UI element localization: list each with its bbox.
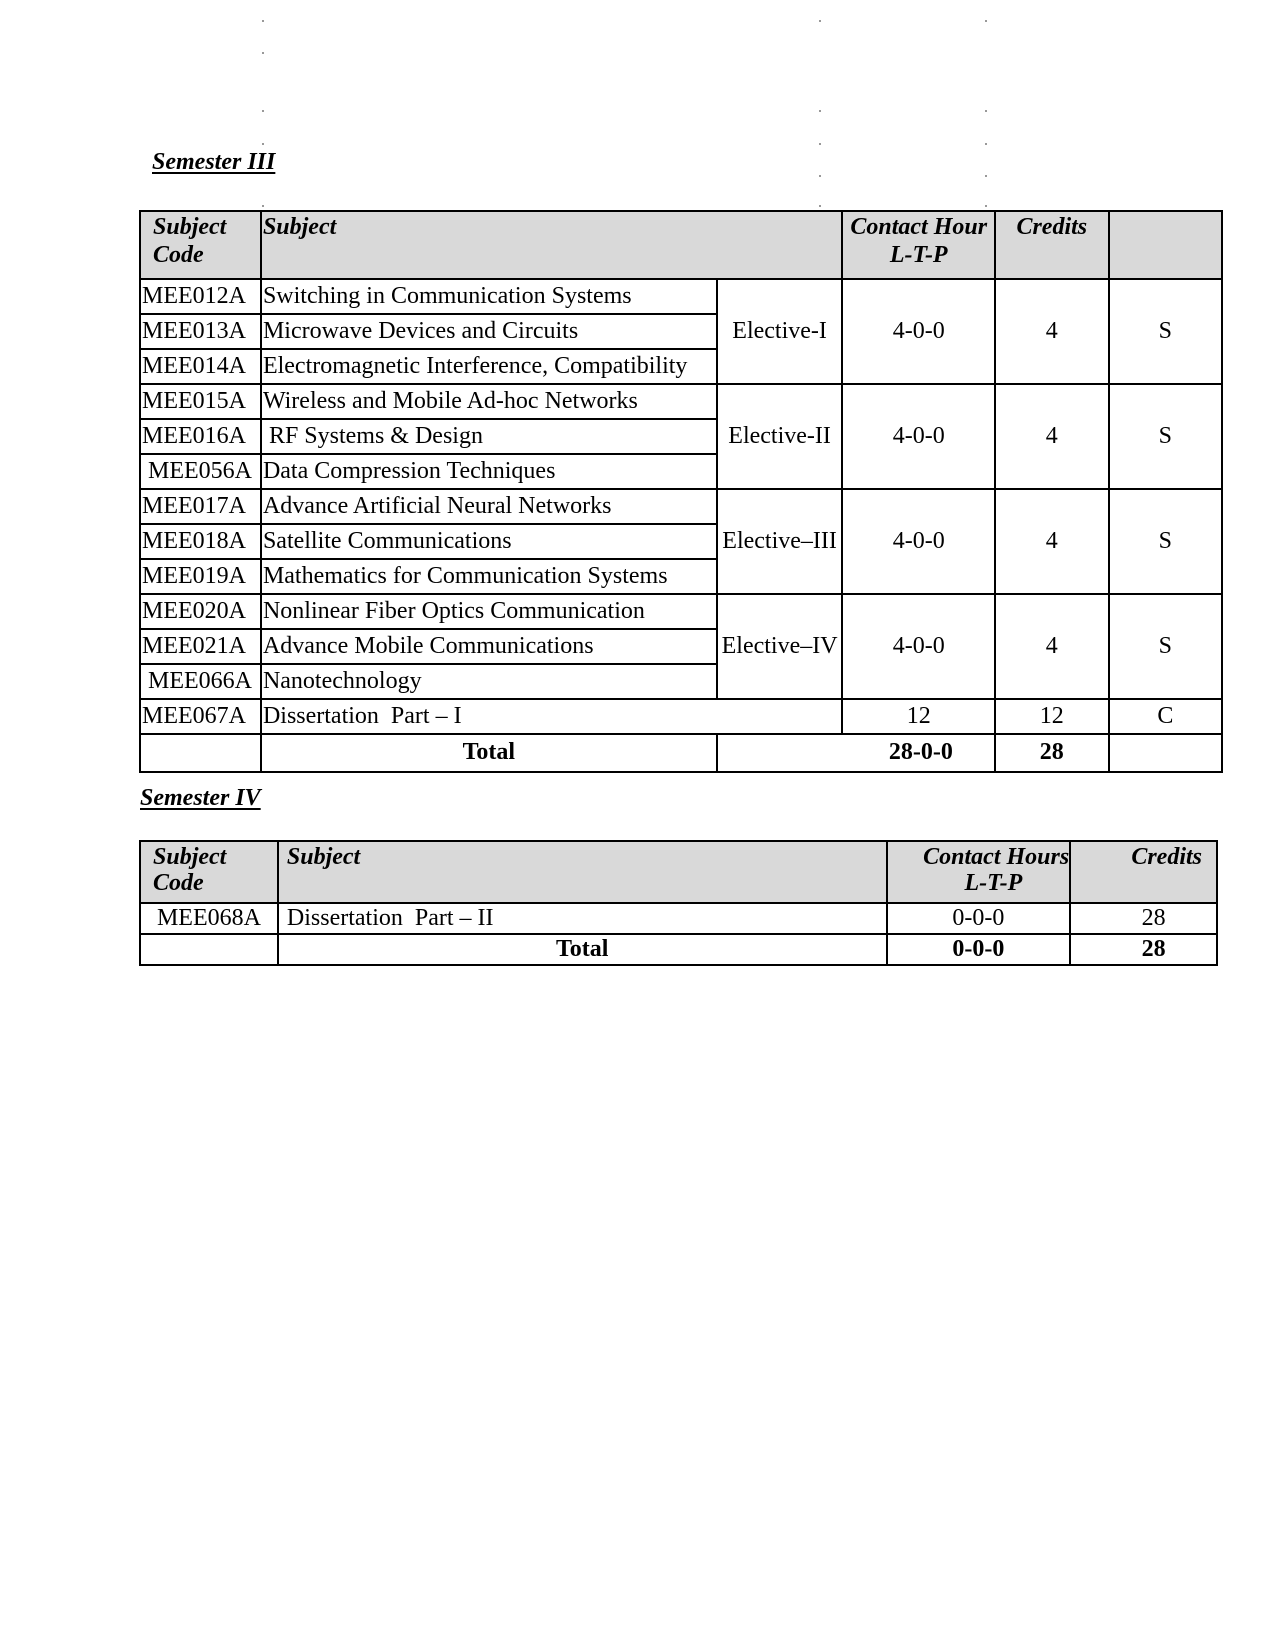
contact-hours: 4-0-0 xyxy=(842,489,994,594)
total-label: Total xyxy=(278,934,887,965)
credits: 12 xyxy=(995,699,1109,734)
subject-code: MEE015A xyxy=(140,384,261,419)
header-contact-hour xyxy=(842,211,994,279)
total-credits: 28 xyxy=(995,734,1109,772)
semester-3-title: Semester III xyxy=(152,149,276,175)
subject-code: MEE017A xyxy=(140,489,261,524)
subject-name: Satellite Communications xyxy=(261,524,717,559)
total-empty-cell xyxy=(140,734,261,772)
subject-code: MEE019A xyxy=(140,559,261,594)
subject-code: MEE012A xyxy=(140,279,261,314)
header-credits: Credits xyxy=(995,211,1109,279)
subject-code: MEE056A xyxy=(140,454,261,489)
subject-type: S xyxy=(1109,279,1222,384)
total-row xyxy=(140,734,1222,772)
subject-name: Mathematics for Communication Systems xyxy=(261,559,717,594)
subject-code: MEE016A xyxy=(140,419,261,454)
subject-name: Electromagnetic Interference, Compatibility xyxy=(261,349,717,384)
subject-code: MEE021A xyxy=(140,629,261,664)
total-empty-cell xyxy=(140,934,278,965)
contact-hours: 4-0-0 xyxy=(842,279,994,384)
subject-name: Dissertation Part – I xyxy=(261,699,843,734)
subject-code: MEE014A xyxy=(140,349,261,384)
total-empty-cell xyxy=(1109,734,1222,772)
subject-name: RF Systems & Design xyxy=(261,419,717,454)
subject-name: Advance Artificial Neural Networks xyxy=(261,489,717,524)
elective-category: Elective-II xyxy=(717,384,843,489)
table-row xyxy=(140,594,1222,629)
subject-code: MEE066A xyxy=(140,664,261,699)
header-contact-line2: L-T-P xyxy=(964,870,1023,897)
header-code-line1: Subject xyxy=(153,844,227,870)
subject-name: Data Compression Techniques xyxy=(261,454,717,489)
credits: 4 xyxy=(995,489,1109,594)
table-row xyxy=(140,279,1222,314)
credits: 4 xyxy=(995,384,1109,489)
subject-name: Wireless and Mobile Ad-hoc Networks xyxy=(261,384,717,419)
contact-hours: 12 xyxy=(842,699,994,734)
semester-3-table xyxy=(139,210,1223,773)
elective-category: Elective–III xyxy=(717,489,843,594)
subject-type: S xyxy=(1109,594,1222,699)
elective-category: Elective–IV xyxy=(717,594,843,699)
subject-name: Nanotechnology xyxy=(261,664,717,699)
contact-hours: 4-0-0 xyxy=(842,384,994,489)
subject-code: MEE068A xyxy=(140,903,278,934)
total-label: Total xyxy=(261,734,717,772)
header-code-line2: Code xyxy=(153,241,204,268)
subject-name: Advance Mobile Communications xyxy=(261,629,717,664)
subject-name: Microwave Devices and Circuits xyxy=(261,314,717,349)
header-code-line1: Subject xyxy=(153,214,227,240)
header-subject: Subject xyxy=(278,841,887,903)
subject-name: Dissertation Part – II xyxy=(278,903,887,934)
semester-4-table xyxy=(139,840,1218,966)
header-contact-hours xyxy=(887,841,1071,903)
subject-type: S xyxy=(1109,489,1222,594)
header-code-line2: Code xyxy=(153,870,204,897)
table-row xyxy=(140,903,1217,934)
subject-type: C xyxy=(1109,699,1222,734)
contact-hours: 4-0-0 xyxy=(842,594,994,699)
header-subject: Subject xyxy=(261,211,843,279)
subject-name: Nonlinear Fiber Optics Communication xyxy=(261,594,717,629)
subject-code: MEE020A xyxy=(140,594,261,629)
table-row xyxy=(140,489,1222,524)
table-row xyxy=(140,699,1222,734)
credits: 4 xyxy=(995,594,1109,699)
header-extra xyxy=(1109,211,1222,279)
contact-hours: 0-0-0 xyxy=(887,903,1071,934)
subject-name: Switching in Communication Systems xyxy=(261,279,717,314)
semester-4-title: Semester IV xyxy=(140,785,261,811)
credits: 28 xyxy=(1070,903,1217,934)
table-row xyxy=(140,384,1222,419)
subject-code: MEE067A xyxy=(140,699,261,734)
total-contact-hours: 28-0-0 xyxy=(717,734,995,772)
total-credits: 28 xyxy=(1070,934,1217,965)
header-contact-line2: L-T-P xyxy=(889,241,948,268)
total-contact-hours: 0-0-0 xyxy=(887,934,1071,965)
subject-code: MEE018A xyxy=(140,524,261,559)
subject-code: MEE013A xyxy=(140,314,261,349)
total-row xyxy=(140,934,1217,965)
header-credits: Credits xyxy=(1070,841,1217,903)
header-contact-line1: Contact Hours xyxy=(923,844,1070,870)
header-subject-code xyxy=(140,841,278,903)
subject-type: S xyxy=(1109,384,1222,489)
table-header-row xyxy=(140,211,1222,279)
header-subject-code xyxy=(140,211,261,279)
elective-category: Elective-I xyxy=(717,279,843,384)
header-contact-line1: Contact Hour xyxy=(850,214,988,240)
table-header-row xyxy=(140,841,1217,903)
credits: 4 xyxy=(995,279,1109,384)
